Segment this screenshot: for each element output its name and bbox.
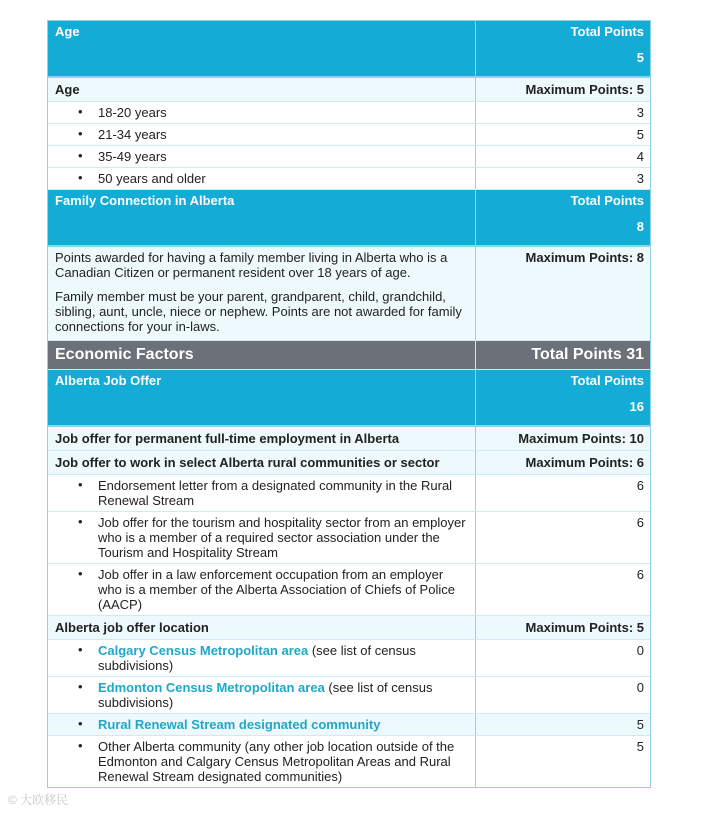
economic-factors-title: Economic Factors xyxy=(48,341,476,369)
points-table xyxy=(47,20,651,788)
job-total-value: 16 xyxy=(629,399,644,414)
bullet-icon: • xyxy=(78,566,83,581)
table-row xyxy=(48,512,650,564)
permanent-job-label: Job offer for permanent full-time employment in Alberta xyxy=(48,427,476,450)
location-label: Alberta job offer location xyxy=(48,616,476,639)
rural-job-max: Maximum Points: 6 xyxy=(525,455,644,470)
age-item-label: 18-20 years xyxy=(98,105,167,120)
age-item-points: 3 xyxy=(636,105,644,120)
rural-renewal-link[interactable]: Rural Renewal Stream designated community xyxy=(98,717,381,732)
table-row xyxy=(48,677,650,714)
permanent-job-max: Maximum Points: 10 xyxy=(518,431,644,446)
age-max-points: Maximum Points: 5 xyxy=(525,82,644,97)
rural-item-label: Endorsement letter from a designated community in the Rural Renewal Stream xyxy=(98,478,453,508)
rural-item-label: Job offer for the tourism and hospitality sector from an employer who is a member of a required sector association under the Tourism and Hospitality Stream xyxy=(98,515,466,560)
table-row xyxy=(48,124,650,146)
economic-factors-header xyxy=(48,341,650,370)
bullet-icon: • xyxy=(78,642,83,657)
age-subheader xyxy=(48,78,650,102)
age-total-value: 5 xyxy=(636,50,644,65)
permanent-job-row xyxy=(48,427,650,451)
age-item-label: 35-49 years xyxy=(98,149,167,164)
family-section-title: Family Connection in Alberta xyxy=(48,190,476,245)
bullet-icon: • xyxy=(78,148,83,163)
table-row xyxy=(48,640,650,677)
rural-item-points: 6 xyxy=(636,515,644,530)
job-offer-section-header xyxy=(48,370,650,427)
age-sub-label: Age xyxy=(48,78,476,101)
family-total-label: Total Points xyxy=(570,193,644,208)
age-item-points: 3 xyxy=(636,171,644,186)
age-item-label: 21-34 years xyxy=(98,127,167,142)
age-item-points: 4 xyxy=(636,149,644,164)
watermark: © 大欧移民 xyxy=(8,793,69,807)
calgary-cma-link[interactable]: Calgary Census Metropolitan area xyxy=(98,643,309,658)
age-section-title: Age xyxy=(48,21,476,76)
bullet-icon: • xyxy=(78,104,83,119)
age-item-label: 50 years and older xyxy=(98,171,206,186)
edmonton-cma-link[interactable]: Edmonton Census Metropolitan area xyxy=(98,680,325,695)
rural-job-row xyxy=(48,451,650,475)
edmonton-cma-note: (see list of census subdivisions) xyxy=(98,680,433,710)
family-section-header xyxy=(48,190,650,247)
table-row xyxy=(48,146,650,168)
bullet-icon: • xyxy=(78,738,83,753)
bullet-icon: • xyxy=(78,170,83,185)
age-total-label: Total Points xyxy=(570,24,644,39)
calgary-points: 0 xyxy=(636,643,644,658)
table-row xyxy=(48,714,650,736)
table-row xyxy=(48,736,650,787)
table-row xyxy=(48,102,650,124)
table-row xyxy=(48,564,650,616)
age-item-points: 5 xyxy=(636,127,644,142)
job-total-label: Total Points xyxy=(570,373,644,388)
rural-item-points: 6 xyxy=(636,478,644,493)
family-description-row xyxy=(48,247,650,341)
age-section-header xyxy=(48,21,650,78)
calgary-cma-note: (see list of census subdivisions) xyxy=(98,643,416,673)
other-community-label: Other Alberta community (any other job location outside of the Edmonton and Calgary Census Metropolitan Areas and Rural Renewal Stream designated communities) xyxy=(98,739,455,784)
rural-renewal-points: 5 xyxy=(636,717,644,732)
table-row xyxy=(48,475,650,512)
bullet-icon: • xyxy=(78,514,83,529)
rural-job-label: Job offer to work in select Alberta rural communities or sector xyxy=(48,451,476,474)
other-community-points: 5 xyxy=(636,739,644,754)
bullet-icon: • xyxy=(78,477,83,492)
location-row xyxy=(48,616,650,640)
rural-item-label: Job offer in a law enforcement occupation from an employer who is a member of the Alberta Association of Chiefs of Police (AACP) xyxy=(98,567,455,612)
location-max: Maximum Points: 5 xyxy=(525,620,644,635)
job-offer-section-title: Alberta Job Offer xyxy=(48,370,476,425)
family-max-points: Maximum Points: 8 xyxy=(525,250,644,265)
family-description-2: Family member must be your parent, grandparent, child, grandchild, sibling, aunt, uncle, niece or nephew. Points are not awarded for family connections for your in-laws. xyxy=(55,289,462,334)
rural-item-points: 6 xyxy=(636,567,644,582)
bullet-icon: • xyxy=(78,126,83,141)
family-total-value: 8 xyxy=(636,219,644,234)
table-row xyxy=(48,168,650,190)
bullet-icon: • xyxy=(78,716,83,731)
family-description-1: Points awarded for having a family member living in Alberta who is a Canadian Citizen or permanent resident over 18 years of age. xyxy=(55,250,448,280)
bullet-icon: • xyxy=(78,679,83,694)
edmonton-points: 0 xyxy=(636,680,644,695)
economic-factors-total: Total Points 31 xyxy=(531,346,644,363)
